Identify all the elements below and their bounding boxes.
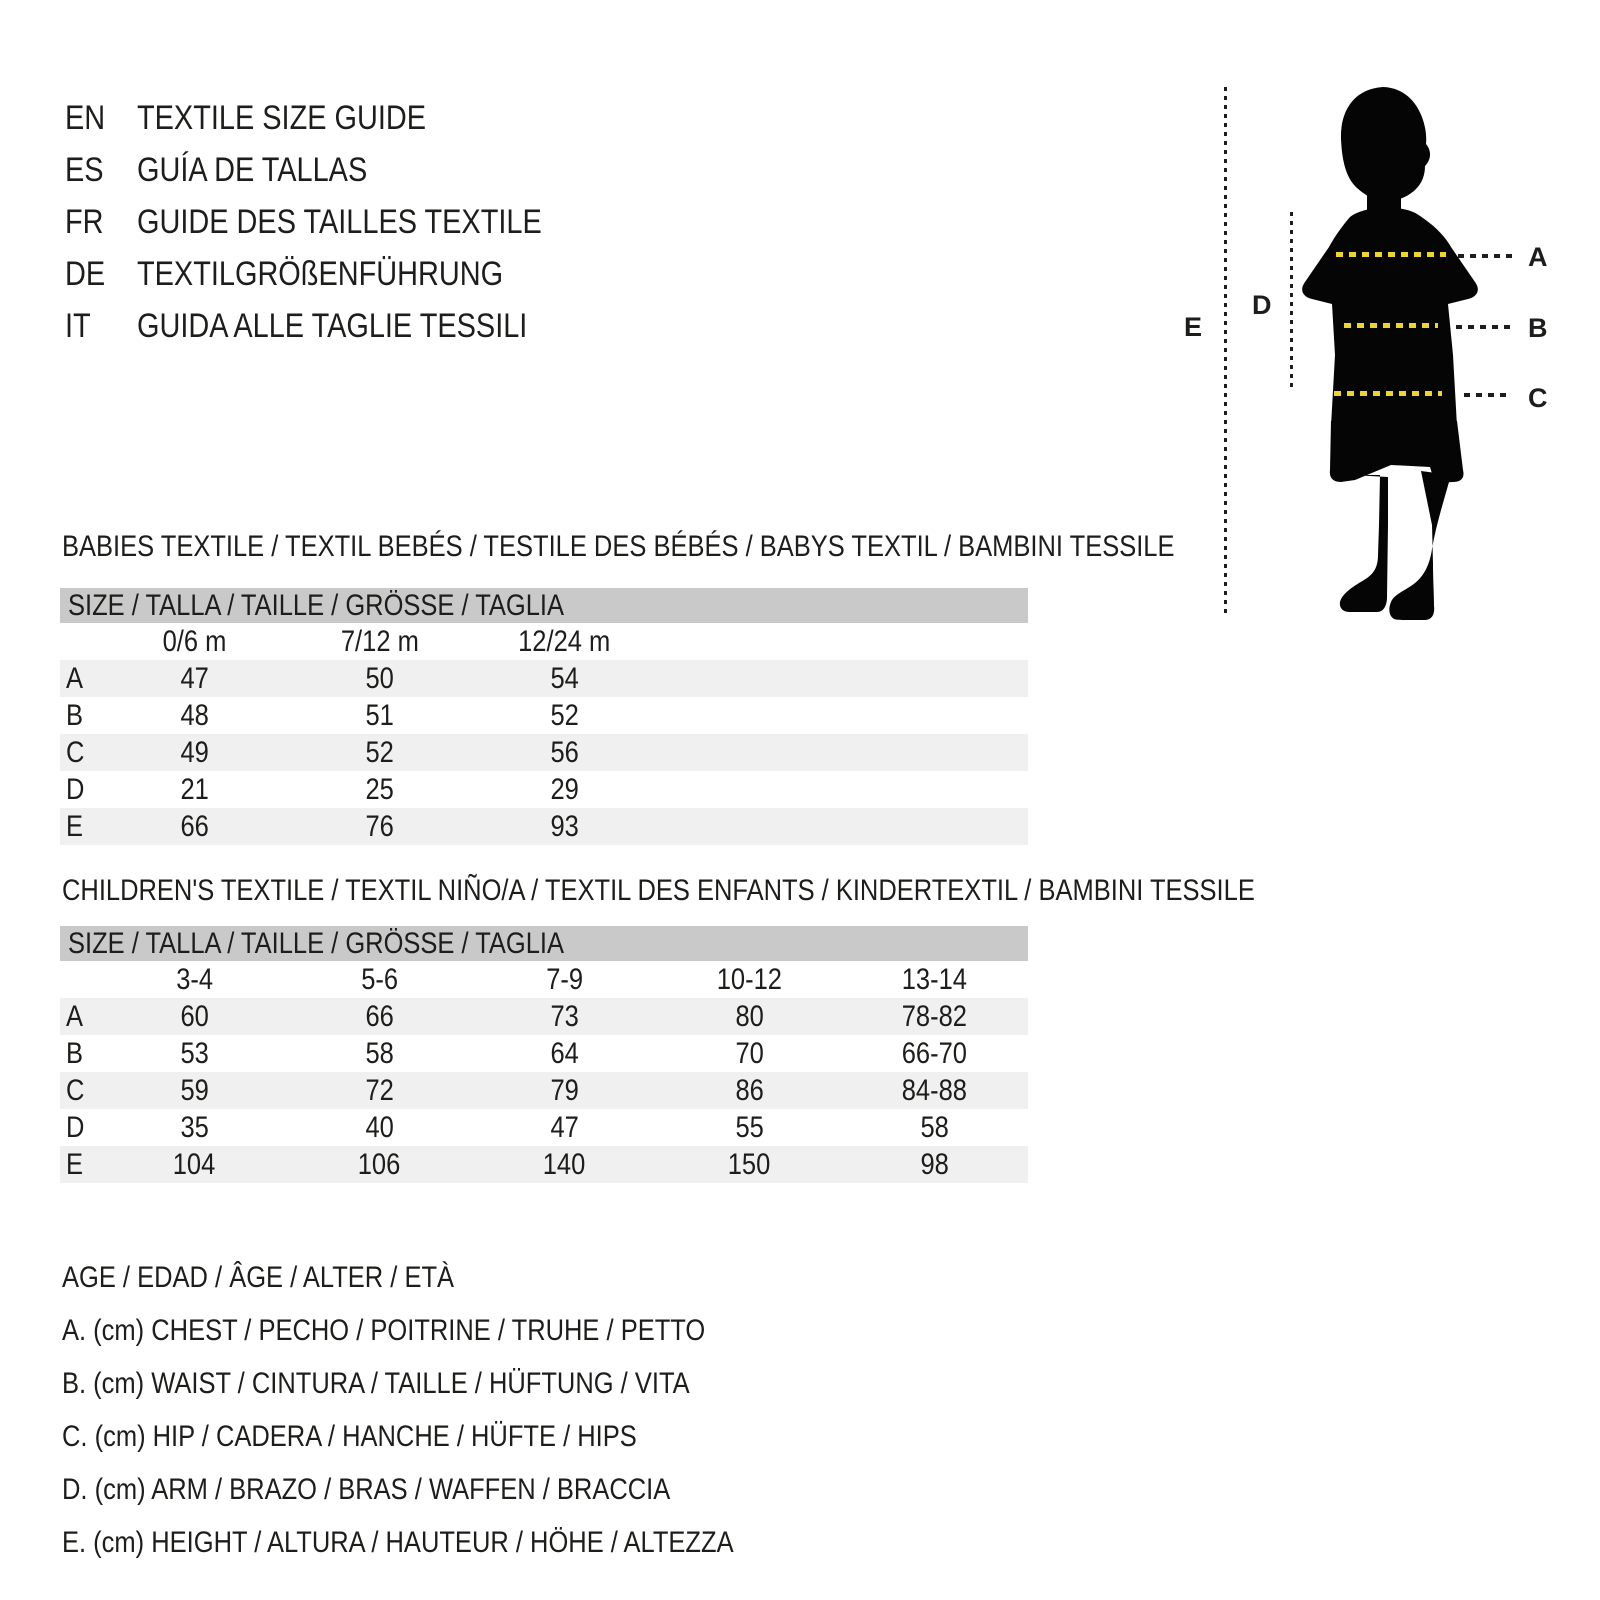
- chest-accent-line: [1336, 252, 1446, 257]
- table-row: B 53 58 64 70 66-70: [66, 1036, 968, 1070]
- figure-label-B: B: [1528, 313, 1548, 343]
- legend-chest-line: A. (cm) CHEST / PECHO / POITRINE / TRUHE / PETTO: [62, 1314, 706, 1347]
- table-row: D 21 25 29: [66, 772, 579, 806]
- table-row: C 59 72 79 86 84-88: [60, 1072, 1028, 1109]
- waist-leader-line: [1456, 325, 1512, 329]
- children-col-13-14: 13-14: [901, 962, 968, 996]
- babies-section-title: BABIES TEXTILE / TEXTIL BEBÉS / TESTILE DES BÉBÉS / BABYS TEXTIL / BAMBINI TESSILE: [62, 530, 1175, 563]
- children-col-10-12: 10-12: [716, 962, 783, 996]
- lang-title: TEXTILGRÖßENFÜHRUNG: [137, 254, 504, 293]
- children-col-7-9: 7-9: [546, 962, 583, 996]
- children-size-header: SIZE / TALLA / TAILLE / GRÖSSE / TAGLIA: [60, 926, 1028, 961]
- children-col-5-6: 5-6: [361, 962, 398, 996]
- waist-accent-line: [1344, 323, 1438, 328]
- babies-column-header-row: [60, 623, 1028, 660]
- hip-accent-line: [1334, 391, 1442, 396]
- lang-code: ES: [65, 150, 104, 189]
- legend-height-line: E. (cm) HEIGHT / ALTURA / HAUTEUR / HÖHE / ALTEZZA: [62, 1526, 734, 1559]
- legend-arm-line: D. (cm) ARM / BRAZO / BRAS / WAFFEN / BRACCIA: [62, 1473, 671, 1506]
- chest-leader-line: [1458, 254, 1512, 258]
- table-row: E 104 106 140 150 98: [60, 1146, 1028, 1183]
- language-title-block: [65, 92, 613, 352]
- babies-size-header: SIZE / TALLA / TAILLE / GRÖSSE / TAGLIA: [60, 588, 1028, 623]
- arm-measure-line-D: [1290, 212, 1293, 388]
- lang-row-es: [65, 144, 613, 196]
- children-section-title: CHILDREN'S TEXTILE / TEXTIL NIÑO/A / TEXTIL DES ENFANTS / KINDERTEXTIL / BAMBINI TESSILE: [62, 874, 1255, 907]
- lang-row-it: [65, 300, 613, 352]
- table-row: D 35 40 47 55 58: [66, 1110, 949, 1144]
- hip-leader-line: [1464, 393, 1512, 397]
- lang-code: FR: [65, 202, 104, 241]
- lang-title: GUIDA ALLE TAGLIE TESSILI: [137, 306, 528, 345]
- lang-code: IT: [65, 306, 91, 345]
- table-row: A 60 66 73 80 78-82: [60, 998, 1028, 1035]
- table-row: C 49 52 56: [60, 734, 1028, 771]
- legend-hip-line: C. (cm) HIP / CADERA / HANCHE / HÜFTE / HIPS: [62, 1420, 637, 1453]
- figure-label-C: C: [1528, 383, 1548, 413]
- babies-col-0-6m: 0/6 m: [162, 624, 227, 658]
- babies-col-7-12m: 7/12 m: [340, 624, 419, 658]
- legend-age-line: AGE / EDAD / ÂGE / ALTER / ETÀ: [62, 1261, 455, 1294]
- lang-row-en: [65, 92, 613, 144]
- lang-title: GUÍA DE TALLAS: [137, 150, 368, 189]
- lang-title: GUIDE DES TAILLES TEXTILE: [137, 202, 542, 241]
- lang-code: EN: [65, 98, 106, 137]
- figure-label-E: E: [1184, 312, 1203, 342]
- lang-code: DE: [65, 254, 106, 293]
- table-row: E 66 76 93: [60, 808, 1028, 845]
- measurement-legend: [62, 1262, 852, 1559]
- table-row: A 47 50 54: [60, 660, 1028, 697]
- legend-waist-line: B. (cm) WAIST / CINTURA / TAILLE / HÜFTUNG / VITA: [62, 1367, 690, 1400]
- babies-col-12-24m: 12/24 m: [518, 624, 611, 658]
- children-column-header-row: [60, 961, 1028, 998]
- children-col-3-4: 3-4: [176, 962, 213, 996]
- lang-row-fr: [65, 196, 613, 248]
- babies-size-table: [60, 588, 1028, 845]
- table-row: B 48 51 52: [66, 698, 579, 732]
- children-size-table: [60, 926, 1028, 1183]
- figure-label-D: D: [1252, 290, 1272, 320]
- lang-title: TEXTILE SIZE GUIDE: [137, 98, 427, 137]
- lang-row-de: [65, 248, 613, 300]
- figure-label-A: A: [1528, 242, 1548, 272]
